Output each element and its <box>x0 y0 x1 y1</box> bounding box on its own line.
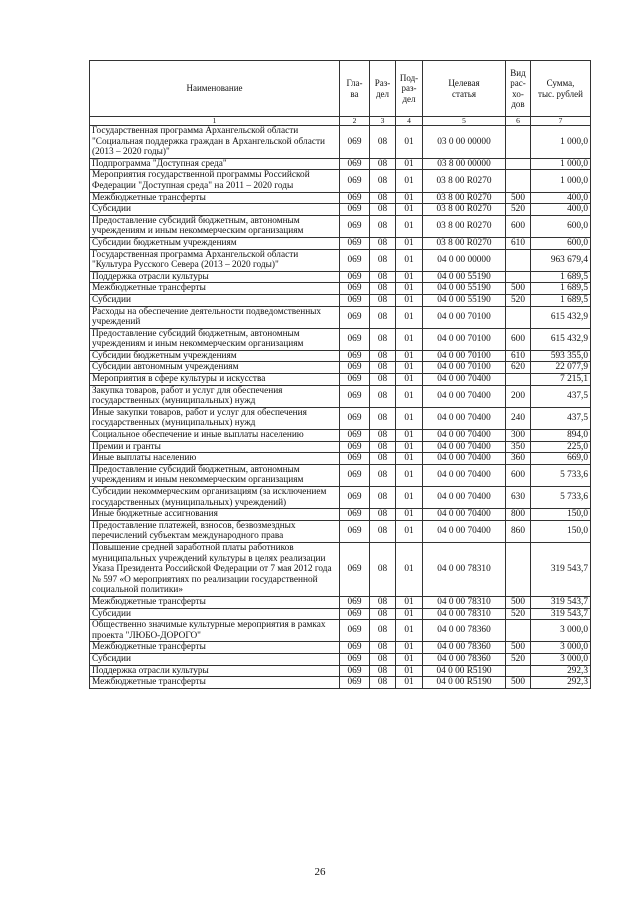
row-target-cell: 03 8 00 00000 <box>423 158 506 170</box>
row-expense-type-cell <box>506 374 531 386</box>
row-chapter-cell: 069 <box>340 350 370 362</box>
row-target-cell: 04 0 00 70400 <box>423 407 506 429</box>
table-row <box>90 350 591 362</box>
row-expense-type-cell <box>506 542 531 596</box>
row-chapter-cell: 069 <box>340 677 370 689</box>
row-name-cell: Государственная программа Архангельской области "Социальная поддержка граждан в Архангельской области (2013 – 2020 годы)" <box>90 126 340 159</box>
row-chapter-cell: 069 <box>340 237 370 249</box>
row-section-cell: 08 <box>370 453 396 465</box>
row-name-cell: Межбюджетные трансферты <box>90 677 340 689</box>
row-chapter-cell: 069 <box>340 487 370 509</box>
row-amount-cell: 1 689,5 <box>531 283 591 295</box>
row-amount-cell: 400,0 <box>531 204 591 216</box>
row-amount-cell: 5 733,6 <box>531 464 591 486</box>
row-target-cell: 04 0 00 70400 <box>423 487 506 509</box>
header-name: Наименование <box>90 61 340 117</box>
row-amount-cell: 3 000,0 <box>531 620 591 642</box>
row-expense-type-cell: 610 <box>506 237 531 249</box>
row-expense-type-cell <box>506 158 531 170</box>
row-chapter-cell: 069 <box>340 653 370 665</box>
row-amount-cell: 1 000,0 <box>531 170 591 192</box>
row-section-cell: 08 <box>370 441 396 453</box>
row-subsection-cell: 01 <box>396 385 423 407</box>
row-subsection-cell: 01 <box>396 520 423 542</box>
table-row <box>90 509 591 521</box>
row-subsection-cell: 01 <box>396 283 423 295</box>
row-amount-cell: 600,0 <box>531 215 591 237</box>
column-number: 5 <box>423 117 506 126</box>
row-amount-cell: 7 215,1 <box>531 374 591 386</box>
row-name-cell: Межбюджетные трансферты <box>90 596 340 608</box>
row-subsection-cell: 01 <box>396 642 423 654</box>
row-amount-cell: 292,3 <box>531 677 591 689</box>
row-target-cell: 04 0 00 70400 <box>423 374 506 386</box>
row-section-cell: 08 <box>370 283 396 295</box>
column-number: 2 <box>340 117 370 126</box>
row-expense-type-cell: 200 <box>506 385 531 407</box>
row-name-cell: Межбюджетные трансферты <box>90 192 340 204</box>
table-row <box>90 271 591 283</box>
header-section: Раз- дел <box>370 61 396 117</box>
row-expense-type-cell <box>506 271 531 283</box>
row-subsection-cell: 01 <box>396 620 423 642</box>
row-target-cell: 04 0 00 70100 <box>423 328 506 350</box>
row-expense-type-cell: 800 <box>506 509 531 521</box>
row-expense-type-cell: 860 <box>506 520 531 542</box>
row-amount-cell: 22 077,9 <box>531 362 591 374</box>
row-name-cell: Субсидии <box>90 653 340 665</box>
row-chapter-cell: 069 <box>340 215 370 237</box>
row-name-cell: Поддержка отрасли культуры <box>90 665 340 677</box>
table-row <box>90 249 591 271</box>
table-row <box>90 464 591 486</box>
row-section-cell: 08 <box>370 665 396 677</box>
header-amount: Сумма, тыс. рублей <box>531 61 591 117</box>
row-chapter-cell: 069 <box>340 608 370 620</box>
row-target-cell: 04 0 00 70400 <box>423 385 506 407</box>
row-name-cell: Подпрограмма "Доступная среда" <box>90 158 340 170</box>
row-amount-cell: 669,0 <box>531 453 591 465</box>
row-expense-type-cell: 500 <box>506 283 531 295</box>
table-row <box>90 608 591 620</box>
row-amount-cell: 1 000,0 <box>531 126 591 159</box>
row-name-cell: Мероприятия государственной программы Российской Федерации "Доступная среда" на 2011 – 2020 годы <box>90 170 340 192</box>
table-row <box>90 237 591 249</box>
row-expense-type-cell: 600 <box>506 328 531 350</box>
row-chapter-cell: 069 <box>340 362 370 374</box>
row-target-cell: 04 0 00 78360 <box>423 653 506 665</box>
row-subsection-cell: 01 <box>396 665 423 677</box>
row-amount-cell: 225,0 <box>531 441 591 453</box>
row-chapter-cell: 069 <box>340 542 370 596</box>
row-target-cell: 03 8 00 R0270 <box>423 170 506 192</box>
table-row <box>90 158 591 170</box>
row-subsection-cell: 01 <box>396 453 423 465</box>
header-target: Целевая статья <box>423 61 506 117</box>
row-target-cell: 04 0 00 70100 <box>423 362 506 374</box>
row-target-cell: 04 0 00 55190 <box>423 294 506 306</box>
row-chapter-cell: 069 <box>340 204 370 216</box>
row-target-cell: 04 0 00 70400 <box>423 430 506 442</box>
row-target-cell: 04 0 00 78360 <box>423 620 506 642</box>
table-row <box>90 542 591 596</box>
row-expense-type-cell <box>506 620 531 642</box>
row-amount-cell: 400,0 <box>531 192 591 204</box>
row-subsection-cell: 01 <box>396 237 423 249</box>
row-target-cell: 04 0 00 55190 <box>423 283 506 295</box>
row-expense-type-cell: 500 <box>506 642 531 654</box>
header-subsection: Под- раз- дел <box>396 61 423 117</box>
row-subsection-cell: 01 <box>396 542 423 596</box>
row-section-cell: 08 <box>370 520 396 542</box>
row-target-cell: 03 8 00 R0270 <box>423 215 506 237</box>
row-target-cell: 04 0 00 R5190 <box>423 665 506 677</box>
row-amount-cell: 437,5 <box>531 385 591 407</box>
row-section-cell: 08 <box>370 170 396 192</box>
row-chapter-cell: 069 <box>340 271 370 283</box>
row-amount-cell: 3 000,0 <box>531 653 591 665</box>
row-amount-cell: 437,5 <box>531 407 591 429</box>
row-expense-type-cell: 500 <box>506 677 531 689</box>
row-expense-type-cell: 610 <box>506 350 531 362</box>
row-expense-type-cell: 300 <box>506 430 531 442</box>
row-section-cell: 08 <box>370 215 396 237</box>
row-subsection-cell: 01 <box>396 608 423 620</box>
row-name-cell: Предоставление субсидий бюджетным, автономным учреждениям и иным некоммерческим организациям <box>90 464 340 486</box>
row-subsection-cell: 01 <box>396 430 423 442</box>
row-subsection-cell: 01 <box>396 374 423 386</box>
row-subsection-cell: 01 <box>396 487 423 509</box>
row-subsection-cell: 01 <box>396 306 423 328</box>
row-subsection-cell: 01 <box>396 509 423 521</box>
row-target-cell: 04 0 00 70400 <box>423 520 506 542</box>
row-amount-cell: 615 432,9 <box>531 328 591 350</box>
row-section-cell: 08 <box>370 362 396 374</box>
table-row <box>90 596 591 608</box>
row-subsection-cell: 01 <box>396 249 423 271</box>
row-name-cell: Предоставление субсидий бюджетным, автономным учреждениям и иным некоммерческим организациям <box>90 328 340 350</box>
row-section-cell: 08 <box>370 306 396 328</box>
row-subsection-cell: 01 <box>396 192 423 204</box>
row-target-cell: 03 8 00 R0270 <box>423 204 506 216</box>
row-amount-cell: 150,0 <box>531 520 591 542</box>
table-row <box>90 215 591 237</box>
row-chapter-cell: 069 <box>340 374 370 386</box>
row-target-cell: 03 8 00 R0270 <box>423 237 506 249</box>
row-chapter-cell: 069 <box>340 385 370 407</box>
column-number: 3 <box>370 117 396 126</box>
row-expense-type-cell: 520 <box>506 204 531 216</box>
row-subsection-cell: 01 <box>396 204 423 216</box>
row-target-cell: 04 0 00 78360 <box>423 642 506 654</box>
row-amount-cell: 1 689,5 <box>531 294 591 306</box>
row-chapter-cell: 069 <box>340 642 370 654</box>
row-amount-cell: 319 543,7 <box>531 596 591 608</box>
row-amount-cell: 3 000,0 <box>531 642 591 654</box>
table-row <box>90 204 591 216</box>
row-chapter-cell: 069 <box>340 170 370 192</box>
row-section-cell: 08 <box>370 374 396 386</box>
column-number: 7 <box>531 117 591 126</box>
row-name-cell: Общественно значимые культурные мероприятия в рамках проекта "ЛЮБО-ДОРОГО" <box>90 620 340 642</box>
row-name-cell: Предоставление субсидий бюджетным, автономным учреждениям и иным некоммерческим организациям <box>90 215 340 237</box>
row-section-cell: 08 <box>370 430 396 442</box>
row-target-cell: 04 0 00 70400 <box>423 441 506 453</box>
row-chapter-cell: 069 <box>340 464 370 486</box>
table-row <box>90 453 591 465</box>
row-name-cell: Субсидии некоммерческим организациям (за исключением государственных (муниципальных) учреждений) <box>90 487 340 509</box>
row-chapter-cell: 069 <box>340 158 370 170</box>
row-section-cell: 08 <box>370 204 396 216</box>
table-row <box>90 374 591 386</box>
row-name-cell: Иные выплаты населению <box>90 453 340 465</box>
row-subsection-cell: 01 <box>396 407 423 429</box>
row-amount-cell: 319 543,7 <box>531 542 591 596</box>
row-amount-cell: 593 355,0 <box>531 350 591 362</box>
row-name-cell: Субсидии <box>90 204 340 216</box>
row-expense-type-cell <box>506 126 531 159</box>
row-subsection-cell: 01 <box>396 653 423 665</box>
row-subsection-cell: 01 <box>396 596 423 608</box>
row-subsection-cell: 01 <box>396 677 423 689</box>
row-expense-type-cell: 240 <box>506 407 531 429</box>
row-target-cell: 04 0 00 R5190 <box>423 677 506 689</box>
row-chapter-cell: 069 <box>340 430 370 442</box>
row-section-cell: 08 <box>370 328 396 350</box>
row-expense-type-cell: 360 <box>506 453 531 465</box>
row-amount-cell: 963 679,4 <box>531 249 591 271</box>
row-subsection-cell: 01 <box>396 328 423 350</box>
row-chapter-cell: 069 <box>340 407 370 429</box>
header-chapter: Гла- ва <box>340 61 370 117</box>
header-expense-type: Вид рас- хо- дов <box>506 61 531 117</box>
row-expense-type-cell: 600 <box>506 464 531 486</box>
row-target-cell: 04 0 00 70400 <box>423 509 506 521</box>
row-name-cell: Субсидии бюджетным учреждениям <box>90 237 340 249</box>
row-section-cell: 08 <box>370 464 396 486</box>
table-row <box>90 665 591 677</box>
table-row <box>90 441 591 453</box>
table-row <box>90 306 591 328</box>
row-expense-type-cell: 500 <box>506 596 531 608</box>
row-subsection-cell: 01 <box>396 441 423 453</box>
row-expense-type-cell: 350 <box>506 441 531 453</box>
table-row <box>90 126 591 159</box>
row-chapter-cell: 069 <box>340 249 370 271</box>
table-row <box>90 653 591 665</box>
row-chapter-cell: 069 <box>340 520 370 542</box>
table-row <box>90 430 591 442</box>
row-subsection-cell: 01 <box>396 215 423 237</box>
row-section-cell: 08 <box>370 653 396 665</box>
row-expense-type-cell: 500 <box>506 192 531 204</box>
row-name-cell: Субсидии <box>90 294 340 306</box>
row-expense-type-cell <box>506 306 531 328</box>
row-expense-type-cell: 520 <box>506 608 531 620</box>
row-name-cell: Премии и гранты <box>90 441 340 453</box>
row-chapter-cell: 069 <box>340 294 370 306</box>
table-row <box>90 385 591 407</box>
row-chapter-cell: 069 <box>340 192 370 204</box>
row-chapter-cell: 069 <box>340 126 370 159</box>
row-target-cell: 03 0 00 00000 <box>423 126 506 159</box>
row-chapter-cell: 069 <box>340 441 370 453</box>
table-row <box>90 362 591 374</box>
row-section-cell: 08 <box>370 350 396 362</box>
row-amount-cell: 615 432,9 <box>531 306 591 328</box>
row-expense-type-cell <box>506 249 531 271</box>
row-name-cell: Повышение средней заработной платы работников муниципальных учреждений культуры в целях реализации Указа Президента Российской Федерации от 7 мая 2012 года № 597 «О мероприятиях по реализации государственной социальной политики» <box>90 542 340 596</box>
row-target-cell: 04 0 00 78310 <box>423 542 506 596</box>
page-number: 26 <box>314 866 326 878</box>
row-amount-cell: 600,0 <box>531 237 591 249</box>
row-name-cell: Субсидии автономным учреждениям <box>90 362 340 374</box>
row-section-cell: 08 <box>370 237 396 249</box>
table-row <box>90 677 591 689</box>
row-name-cell: Мероприятия в сфере культуры и искусства <box>90 374 340 386</box>
row-subsection-cell: 01 <box>396 294 423 306</box>
row-subsection-cell: 01 <box>396 170 423 192</box>
row-target-cell: 04 0 00 70100 <box>423 350 506 362</box>
row-target-cell: 04 0 00 78310 <box>423 608 506 620</box>
row-subsection-cell: 01 <box>396 464 423 486</box>
table-row <box>90 192 591 204</box>
row-subsection-cell: 01 <box>396 271 423 283</box>
row-subsection-cell: 01 <box>396 158 423 170</box>
row-name-cell: Предоставление платежей, взносов, безвозмездных перечислений субъектам международного права <box>90 520 340 542</box>
row-name-cell: Межбюджетные трансферты <box>90 642 340 654</box>
row-name-cell: Иные закупки товаров, работ и услуг для обеспечения государственных (муниципальных) нужд <box>90 407 340 429</box>
row-section-cell: 08 <box>370 620 396 642</box>
table-row <box>90 170 591 192</box>
table-row <box>90 520 591 542</box>
row-name-cell: Расходы на обеспечение деятельности подведомственных учреждений <box>90 306 340 328</box>
row-section-cell: 08 <box>370 642 396 654</box>
row-name-cell: Государственная программа Архангельской области "Культура Русского Севера (2013 – 2020 годы)" <box>90 249 340 271</box>
column-number: 6 <box>506 117 531 126</box>
row-chapter-cell: 069 <box>340 283 370 295</box>
row-section-cell: 08 <box>370 192 396 204</box>
row-name-cell: Социальное обеспечение и иные выплаты населению <box>90 430 340 442</box>
budget-table <box>89 60 591 689</box>
row-name-cell: Межбюджетные трансферты <box>90 283 340 295</box>
row-section-cell: 08 <box>370 294 396 306</box>
row-amount-cell: 1 689,5 <box>531 271 591 283</box>
row-chapter-cell: 069 <box>340 620 370 642</box>
row-chapter-cell: 069 <box>340 306 370 328</box>
row-section-cell: 08 <box>370 509 396 521</box>
row-section-cell: 08 <box>370 677 396 689</box>
row-section-cell: 08 <box>370 608 396 620</box>
column-numbers-row <box>90 117 591 126</box>
row-target-cell: 04 0 00 78310 <box>423 596 506 608</box>
row-amount-cell: 319 543,7 <box>531 608 591 620</box>
row-chapter-cell: 069 <box>340 509 370 521</box>
row-chapter-cell: 069 <box>340 453 370 465</box>
row-section-cell: 08 <box>370 126 396 159</box>
row-name-cell: Субсидии <box>90 608 340 620</box>
row-target-cell: 04 0 00 55190 <box>423 271 506 283</box>
row-subsection-cell: 01 <box>396 350 423 362</box>
row-section-cell: 08 <box>370 158 396 170</box>
row-chapter-cell: 069 <box>340 665 370 677</box>
row-chapter-cell: 069 <box>340 328 370 350</box>
row-section-cell: 08 <box>370 407 396 429</box>
row-amount-cell: 1 000,0 <box>531 158 591 170</box>
row-section-cell: 08 <box>370 487 396 509</box>
row-name-cell: Закупка товаров, работ и услуг для обеспечения государственных (муниципальных) нужд <box>90 385 340 407</box>
table-row <box>90 620 591 642</box>
table-row <box>90 407 591 429</box>
row-expense-type-cell <box>506 665 531 677</box>
table-row <box>90 642 591 654</box>
row-expense-type-cell: 600 <box>506 215 531 237</box>
column-number: 1 <box>90 117 340 126</box>
table-row <box>90 487 591 509</box>
table-row <box>90 283 591 295</box>
row-section-cell: 08 <box>370 271 396 283</box>
column-number: 4 <box>396 117 423 126</box>
row-target-cell: 04 0 00 70100 <box>423 306 506 328</box>
row-target-cell: 04 0 00 00000 <box>423 249 506 271</box>
table-row <box>90 294 591 306</box>
row-name-cell: Поддержка отрасли культуры <box>90 271 340 283</box>
row-name-cell: Иные бюджетные ассигнования <box>90 509 340 521</box>
row-section-cell: 08 <box>370 385 396 407</box>
row-amount-cell: 292,3 <box>531 665 591 677</box>
row-amount-cell: 150,0 <box>531 509 591 521</box>
row-section-cell: 08 <box>370 542 396 596</box>
row-section-cell: 08 <box>370 249 396 271</box>
table-row <box>90 328 591 350</box>
row-section-cell: 08 <box>370 596 396 608</box>
row-amount-cell: 894,0 <box>531 430 591 442</box>
table-body <box>90 126 591 689</box>
row-amount-cell: 5 733,6 <box>531 487 591 509</box>
row-subsection-cell: 01 <box>396 126 423 159</box>
row-target-cell: 04 0 00 70400 <box>423 453 506 465</box>
table-header-row <box>90 61 591 117</box>
row-expense-type-cell: 620 <box>506 362 531 374</box>
row-expense-type-cell: 520 <box>506 294 531 306</box>
row-target-cell: 03 8 00 R0270 <box>423 192 506 204</box>
row-expense-type-cell: 630 <box>506 487 531 509</box>
row-chapter-cell: 069 <box>340 596 370 608</box>
row-expense-type-cell <box>506 170 531 192</box>
row-subsection-cell: 01 <box>396 362 423 374</box>
row-name-cell: Субсидии бюджетным учреждениям <box>90 350 340 362</box>
row-target-cell: 04 0 00 70400 <box>423 464 506 486</box>
row-expense-type-cell: 520 <box>506 653 531 665</box>
